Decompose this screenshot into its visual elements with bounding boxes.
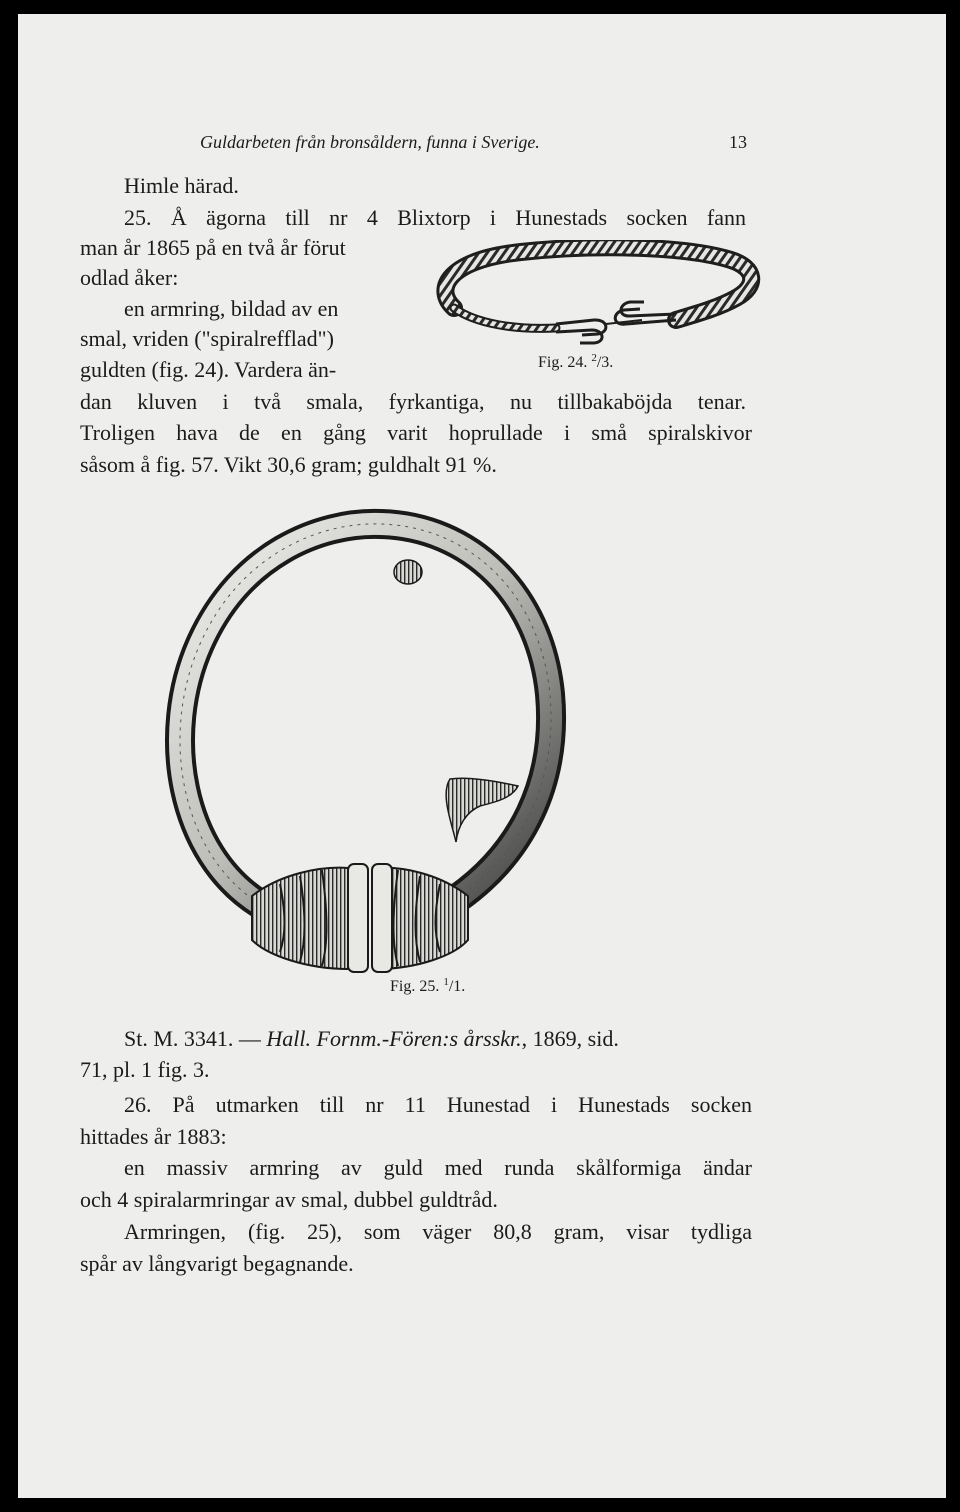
entry26-line6: spår av långvarigt begagnande. (80, 1251, 354, 1276)
fig24-armring-illustration (426, 240, 761, 348)
entry25-line9: såsom å fig. 57. Vikt 30,6 gram; guldhalt 91 %. (80, 452, 497, 477)
entry25-line7: dan kluven i två smala, fyrkantiga, nu tillbakaböjda tenar. (80, 389, 746, 414)
fig25-caption: Fig. 25. $^1$/1. (390, 976, 466, 995)
reference-museum: St. M. 3341. — (124, 1026, 261, 1051)
entry26-line3: en massiv armring av guld med runda skålformiga ändar (124, 1155, 752, 1180)
entry26-line4: och 4 spiralarmringar av smal, dubbel guldtråd. (80, 1187, 498, 1212)
cross-section-icon (394, 560, 422, 584)
fig24-caption: Fig. 24. $^2$/3. (538, 352, 614, 371)
page-number: 13 (729, 132, 747, 152)
entry25-line3: odlad åker: (80, 265, 179, 290)
entry25-line8: Troligen hava de en gång varit hoprullade i små spiralskivor (80, 420, 752, 445)
reference-journal: Hall. Fornm.-Fören:s årsskr. (266, 1026, 522, 1051)
entry25-line1: 25. Å ägorna till nr 4 Blixtorp i Hunestads socken fann (124, 205, 746, 230)
reference-line1 (124, 1024, 619, 1054)
entry25-line5: smal, vriden ("spiralrefflad") (80, 326, 334, 351)
section-heading: Himle härad. (124, 173, 239, 198)
fig25-scale-den: 1 (453, 978, 462, 995)
entry25-line2: man år 1865 på en två år förut (80, 235, 346, 260)
fig24-label: Fig. 24. (538, 354, 588, 371)
fig25-scale-num: 1 (443, 976, 449, 988)
entry25-line4: en armring, bildad av en (124, 296, 339, 321)
fig25-armring-illustration (140, 494, 590, 974)
entry26-line1: 26. På utmarken till nr 11 Hunestad i Hunestads socken (124, 1092, 752, 1117)
entry26-line5: Armringen, (fig. 25), som väger 80,8 gram, visar tydliga (124, 1219, 752, 1244)
fig24-scale-num: 2 (591, 352, 597, 364)
page (18, 14, 946, 1498)
fig25-label: Fig. 25. (390, 978, 440, 995)
entry25-line6: guldten (fig. 24). Vardera än- (80, 357, 337, 382)
entry26-line2: hittades år 1883: (80, 1124, 227, 1149)
reference-year: , 1869, sid. (521, 1026, 619, 1051)
reference-line2: 71, pl. 1 fig. 3. (80, 1057, 210, 1082)
running-title: Guldarbeten från bronsåldern, funna i Sverige. (200, 132, 540, 152)
fig24-scale-den: 3 (601, 354, 610, 371)
